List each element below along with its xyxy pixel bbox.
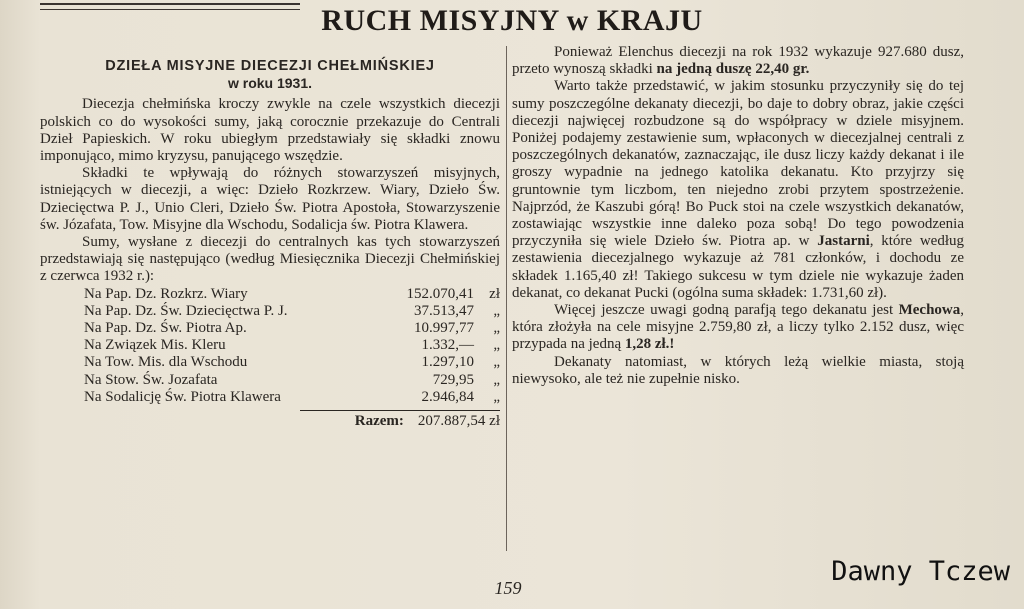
row-amount: 152.070,41 [406,285,474,302]
page-title: RUCH MISYJNY w KRAJU [321,4,703,37]
paragraph-3 [512,302,964,354]
total-label: Razem: [354,412,404,429]
paragraph-2: Składki te wpływają do różnych stowarzyszeń misyjnych, istniejących w diecezji, a więc: Dzieło Rozkrzew. Wiary, Dzieło Św. Dziecięctwa P. J., Unio Cleri, Dzieło Św. Piotra Apostoła, Stowarzyszenie św. Józafata, Tow. Misyjne dla Wschodu, Sodalicja św. Piotra Klawera. [40,165,500,233]
emphasis: Jastarni [817,233,870,250]
row-unit: zł [489,285,500,302]
row-amount: 729,95 [432,371,474,388]
table-row [40,286,500,303]
table-row [40,389,500,406]
text-run: , które według zestawienia diecezjalnego wykazuje aż 781 członków, i dochodu ze składek 1.165,40 zł! Takiego sukcesu w tym dziele nie wykazuje żaden dekanat, co dekanat Pucki (ogólna suma składek: 1.731,60 zł). [512,233,964,301]
table-row [40,372,500,389]
table-row [40,320,500,337]
row-unit: „ [493,320,500,337]
section-subtitle: w roku 1931. [227,75,313,92]
emphasis: Mechowa [898,302,961,319]
row-amount: 1.332,— [421,337,474,354]
row-name: Na Związek Mis. Kleru [84,337,226,354]
row-name: Na Tow. Mis. dla Wschodu [84,354,248,371]
row-unit: „ [493,388,500,405]
row-name: Na Pap. Dz. Św. Dziecięctwa P. J. [84,302,288,319]
text-run: Warto także przedstawić, w jakim stosunku przyczyniły się do tej sumy poszczególne dekanaty diecezji, bo daje to dobry obraz, jakie części diecezji najwięcej rozbudzone są do współpracy w dziele misyjnem. Poniżej podajemy zestawienie sum, wpłaconych w diecezjalnej centrali z poszczególnych dekanatów, zaznaczając, ile dusz liczy każdy dekanat i ile groszy wypadnie na jednego katolika dekanatu. Kto przyjrzy się gruntownie tym liczbom, ten niejedno zrobi przytem spostrzeżenie. Najprzód, że Kaszubi górą! Bo Puck stoi na czele wszystkich dekanatów, zostawiając wszystkie inne daleko poza sobą! Do tego powodzenia przyczyniła się wiele Dzieło św. Piotra ap. w [512,78,964,250]
right-column [512,44,964,388]
watermark: Dawny Tczew [831,556,1010,587]
donations-table [40,286,500,431]
row-unit: „ [493,371,500,388]
left-column [40,50,500,431]
page-number: 159 [494,578,522,598]
text-run: , która złożyła na cele misyjne 2.759,80 zł, a liczy tylko 2.152 dusz, więc przypada na jedną [512,302,964,353]
row-amount: 37.513,47 [414,302,474,319]
text-run: Ponieważ Elenchus diecezji na rok 1932 wykazuje 927.680 dusz, przeto wynoszą składki [512,44,964,78]
row-name: Na Pap. Dz. Rozkrz. Wiary [84,285,248,302]
column-divider [506,46,507,551]
paragraph-3: Sumy, wysłane z diecezji do centralnych kas tych stowarzyszeń przedstawiają się następująco (według Miesięcznika Diecezji Chełmińskiej z czerwca 1932 r.): [40,234,500,285]
emphasis: 1,28 zł.! [624,336,675,353]
row-name: Na Stow. Św. Jozafata [84,371,218,388]
emphasis: na jedną duszę 22,40 gr. [656,61,810,78]
row-unit: „ [493,354,500,371]
table-row [40,337,500,354]
paragraph-1: Diecezja chełmińska kroczy zwykle na czele wszystkich diecezji polskich co do wysokości sumy, jaką corocznie przekazuje do Centrali Dzieł Papieskich. W roku ubiegłym przedstawiały się składki znowu imponująco, mimo kryzysu, panującego wszędzie. [40,96,500,165]
total-amount: 207.887,54 zł [417,412,500,429]
section-title: DZIEŁA MISYJNE DIECEZJI CHEŁMIŃSKIEJ [105,58,435,74]
paragraph-1 [512,44,964,78]
row-unit: „ [493,337,500,354]
text-run: Więcej jeszcze uwagi godną parafją tego dekanatu jest [554,302,899,319]
total-row [40,411,500,431]
row-amount: 10.997,77 [414,320,474,337]
row-name: Na Sodalicję Św. Piotra Klawera [84,388,281,405]
row-amount: 2.946,84 [421,388,474,405]
row-unit: „ [493,302,500,319]
table-row [40,303,500,320]
paragraph-4: Dekanaty natomiast, w których leżą wielkie miasta, stoją niewysoko, ale też nie zupełnie nisko. [512,353,964,387]
table-row [40,354,500,371]
row-amount: 1.297,10 [421,354,474,371]
paragraph-2 [512,78,964,302]
row-name: Na Pap. Dz. Św. Piotra Ap. [84,320,247,337]
